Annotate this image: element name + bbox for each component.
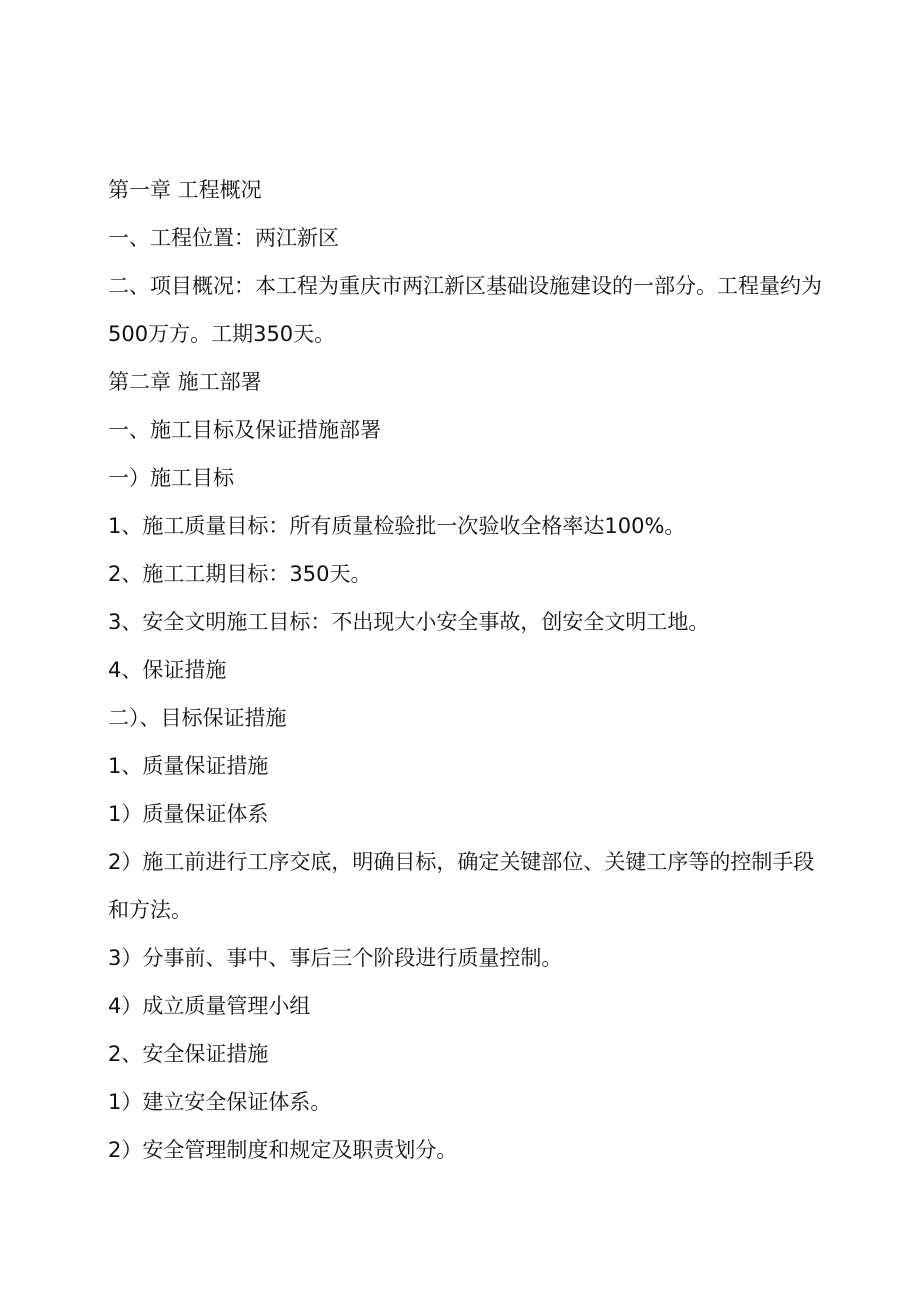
subsection-goal-guarantee: 二）、目标保证措施 — [108, 706, 287, 730]
quality-item-3: 3）分事前、事中、事后三个阶段进行质量控制。 — [108, 946, 563, 970]
document-body — [108, 166, 822, 1174]
safety-guarantee-measures: 2、安全保证措施 — [108, 1042, 269, 1066]
quality-item-1: 1）质量保证体系 — [108, 802, 269, 826]
subsection-construction-goals: 一）施工目标 — [108, 466, 234, 490]
safety-goal: 3、安全文明施工目标：不出现大小安全事故，创安全文明工地。 — [108, 610, 710, 634]
section-construction-goals: 一、施工目标及保证措施部署 — [108, 418, 381, 442]
quality-goal: 1、施工质量目标：所有质量检验批一次验收全格率达100%。 — [108, 514, 686, 538]
quality-item-4: 4）成立质量管理小组 — [108, 994, 311, 1018]
guarantee-measures: 4、保证措施 — [108, 658, 227, 682]
chapter-1-heading: 第一章 工程概况 — [108, 178, 262, 202]
schedule-goal: 2、施工工期目标：350天。 — [108, 562, 372, 586]
quality-item-2: 2）施工前进行工序交底，明确目标，确定关键部位、关键工序等的控制手段和方法。 — [108, 850, 815, 922]
quality-guarantee-measures: 1、质量保证措施 — [108, 754, 269, 778]
project-location: 一、工程位置：两江新区 — [108, 226, 339, 250]
safety-item-2: 2）安全管理制度和规定及职责划分。 — [108, 1138, 458, 1162]
chapter-2-heading: 第二章 施工部署 — [108, 370, 262, 394]
project-overview: 二、项目概况：本工程为重庆市两江新区基础设施建设的一部分。工程量约为500万方。工期350天。 — [108, 274, 822, 346]
safety-item-1: 1）建立安全保证体系。 — [108, 1090, 332, 1114]
